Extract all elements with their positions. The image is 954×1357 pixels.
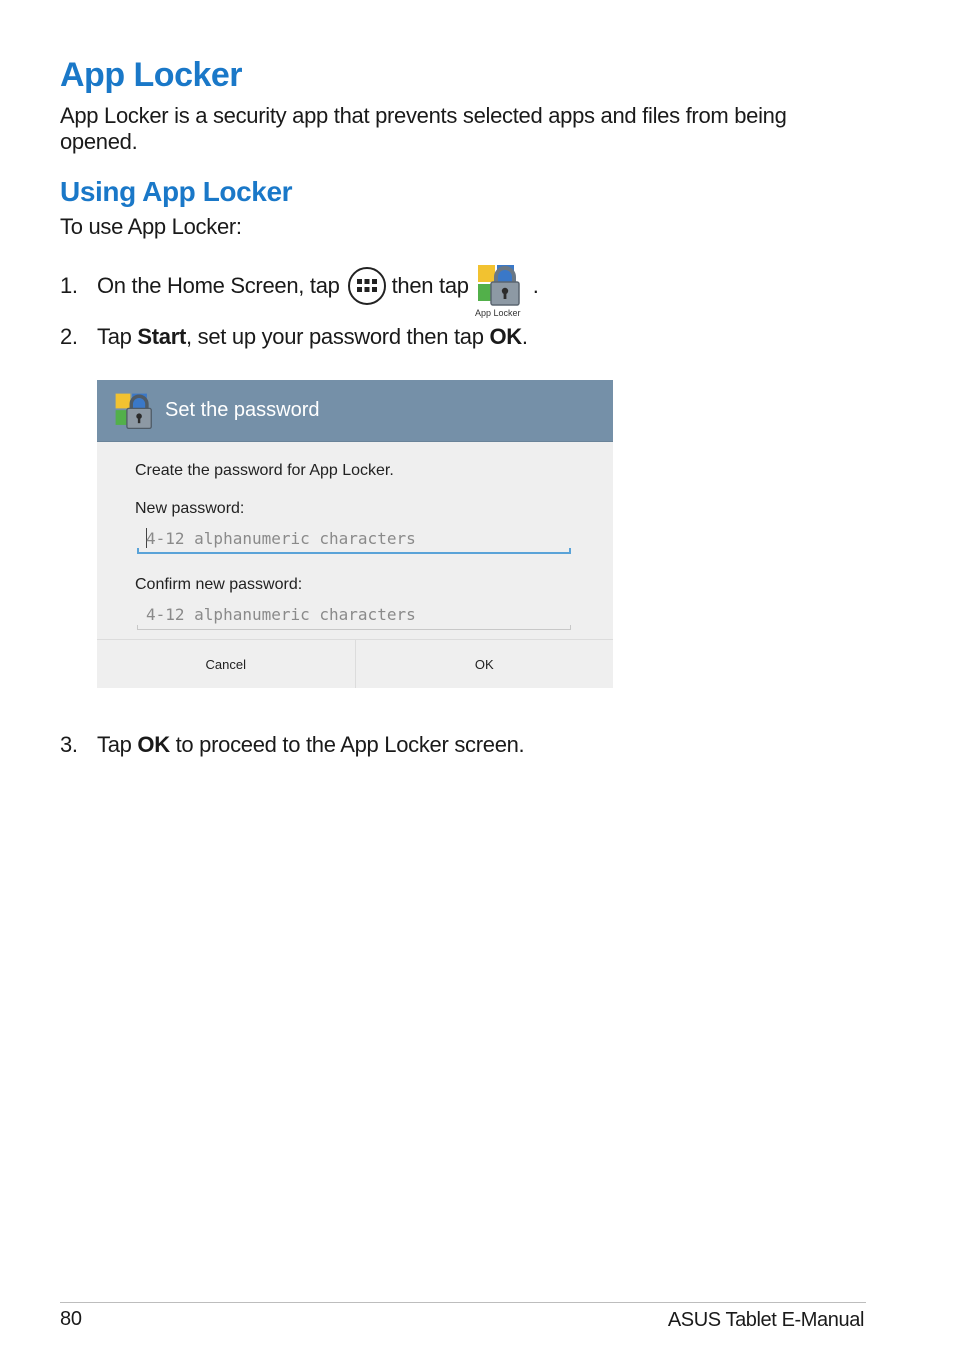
confirm-password-label: Confirm new password: bbox=[135, 576, 303, 593]
step-text: . bbox=[521, 324, 528, 349]
step-text: , set up your password then tap bbox=[186, 324, 490, 349]
step-text: . bbox=[532, 273, 539, 298]
step-bold-ok: OK bbox=[137, 732, 170, 757]
app-locker-icon bbox=[113, 391, 153, 431]
dialog-button-bar bbox=[97, 639, 613, 688]
confirm-password-input[interactable] bbox=[137, 600, 571, 630]
step-text: Tap bbox=[97, 324, 138, 349]
step-2 bbox=[60, 324, 528, 350]
step-3 bbox=[60, 732, 524, 758]
new-password-placeholder: 4-12 alphanumeric characters bbox=[146, 528, 416, 548]
intro-paragraph: App Locker is a security app that prevents selected apps and files from being opened. bbox=[60, 103, 787, 154]
new-password-label: New password: bbox=[135, 500, 245, 517]
confirm-password-placeholder: 4-12 alphanumeric characters bbox=[146, 605, 416, 624]
section-lead: To use App Locker: bbox=[60, 214, 242, 239]
step-bold-start: Start bbox=[137, 324, 187, 349]
step-number: 1. bbox=[60, 273, 78, 298]
set-password-dialog bbox=[97, 380, 613, 688]
step-text: On the Home Screen, tap bbox=[97, 273, 340, 298]
app-locker-caption: App Locker bbox=[474, 307, 521, 318]
manual-name: ASUS Tablet E-Manual bbox=[667, 1309, 864, 1331]
step-text: to proceed to the App Locker screen. bbox=[169, 732, 525, 757]
step-number: 3. bbox=[60, 732, 78, 757]
page-title: App Locker bbox=[60, 56, 243, 94]
dialog-header bbox=[97, 380, 613, 442]
step-bold-ok: OK bbox=[489, 324, 522, 349]
step-text: then tap bbox=[391, 273, 469, 298]
app-locker-icon bbox=[475, 263, 521, 307]
dialog-title: Set the password bbox=[165, 399, 320, 421]
footer-divider bbox=[60, 1302, 866, 1303]
all-apps-icon bbox=[348, 267, 386, 305]
cancel-button[interactable]: Cancel bbox=[97, 640, 355, 688]
dialog-body bbox=[97, 442, 613, 624]
step-text: Tap bbox=[97, 732, 138, 757]
app-locker-shortcut bbox=[475, 263, 521, 318]
section-title: Using App Locker bbox=[60, 176, 293, 207]
step-number: 2. bbox=[60, 324, 78, 349]
page-number: 80 bbox=[60, 1308, 82, 1330]
step-1 bbox=[60, 256, 539, 316]
new-password-input[interactable] bbox=[137, 524, 571, 554]
dialog-message: Create the password for App Locker. bbox=[135, 462, 394, 479]
ok-button[interactable]: OK bbox=[355, 640, 614, 688]
